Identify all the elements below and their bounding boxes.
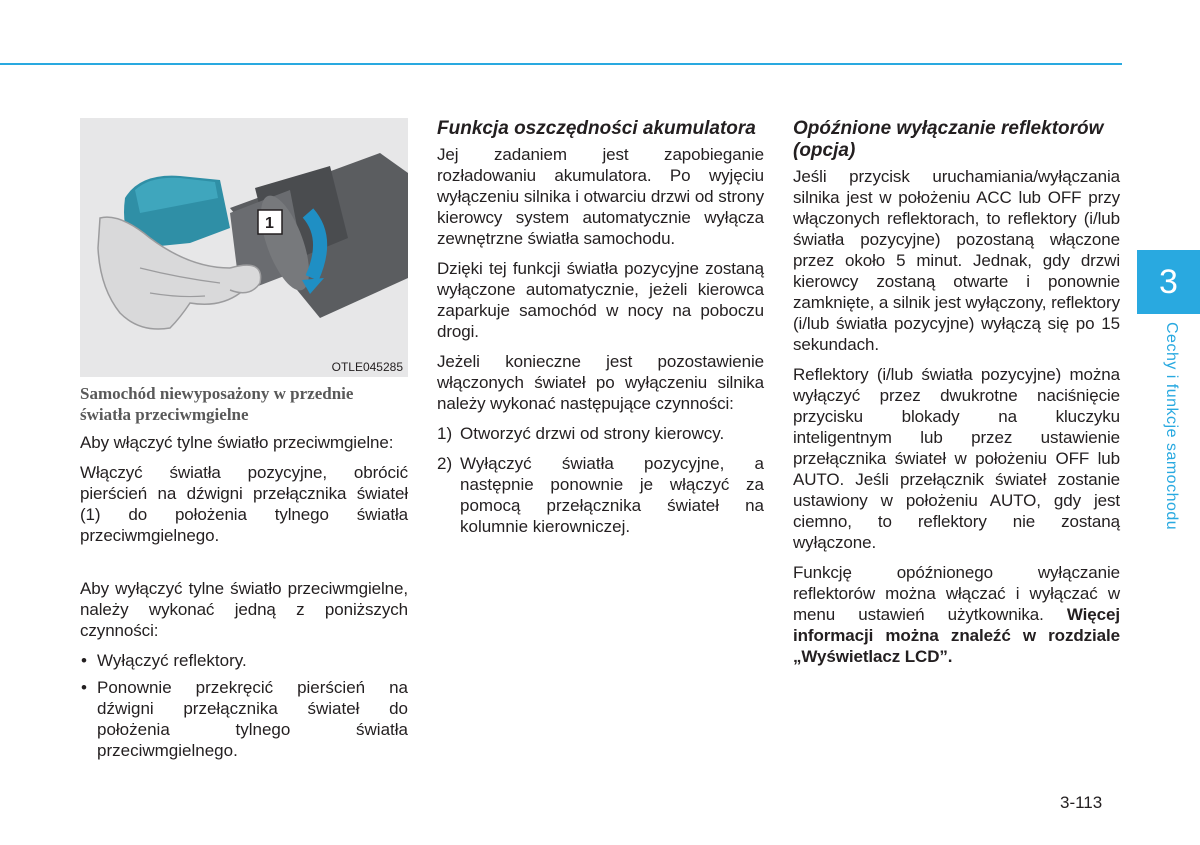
section-heading: Opóźnione wyłączanie reflektorów (opcja) bbox=[793, 118, 1104, 161]
paragraph: Jej zadaniem jest zapobieganie rozładowaniu akumulatora. Po wyjęciu wyłączeniu silnika i otwarciu drzwi od strony kierowcy system automatycznie wyłącza zewnętrzne światła samochodu. bbox=[437, 145, 764, 248]
bullet-mark: • bbox=[81, 651, 87, 670]
step-number: 1) bbox=[437, 424, 453, 443]
paragraph: Dzięki tej funkcji światła pozycyjne zostaną wyłączone automatycznie, jeżeli kierowca zaparkuje samochód w nocy na poboczu drogi. bbox=[437, 259, 764, 341]
list-item bbox=[80, 650, 408, 671]
chapter-number-tab: 3 bbox=[1137, 250, 1200, 314]
bullet-mark: • bbox=[81, 678, 87, 697]
paragraph: Aby wyłączyć tylne światło przeciwmgielne, należy wykonać jedną z poniższych czynności: bbox=[80, 579, 408, 640]
paragraph-text: Funkcję opóźnionego wyłączanie reflektorów można włączać i wyłączać w menu ustawień użytkownika. bbox=[793, 563, 1120, 624]
figure-code: OTLE045285 bbox=[331, 360, 403, 374]
spacer bbox=[80, 555, 408, 578]
step-text: Otworzyć drzwi od strony kierowcy. bbox=[460, 424, 725, 443]
lever-illustration bbox=[80, 118, 408, 377]
list-item-text: Wyłączyć reflektory. bbox=[97, 651, 247, 670]
column-middle bbox=[437, 118, 764, 546]
paragraph: Reflektory (i/lub światła pozycyjne) można wyłączyć przez dwukrotne naciśnięcie przycisku blokady na kluczyku inteligentnym lub przez ustawienie przełącznika świateł w położeniu OFF lub AUTO. Jeśli przełącznik świateł zostanie ustawiony w położeniu AUTO, gdy jest ciemno, to reflektory nie zostaną wyłączone. bbox=[793, 365, 1120, 552]
section-heading: Funkcja oszczędności akumulatora bbox=[437, 118, 756, 139]
step-list bbox=[437, 423, 764, 537]
light-switch-lever-image bbox=[80, 118, 408, 377]
paragraph: Jeżeli konieczne jest pozostawienie włączonych świateł po wyłączeniu silnika należy wykonać następujące czynności: bbox=[437, 352, 764, 413]
step-text: Wyłączyć światła pozycyjne, a następnie ponownie je włączyć za pomocą przełącznika świateł na kolumnie kierowniczej. bbox=[460, 454, 764, 536]
chapter-title: Cechy i funkcje samochodu bbox=[1163, 322, 1180, 531]
column-left bbox=[80, 118, 408, 767]
column-right bbox=[793, 118, 1120, 676]
figure-callout-1: 1 bbox=[265, 215, 274, 232]
bullet-list bbox=[80, 650, 408, 761]
list-item bbox=[80, 677, 408, 761]
page-number: 3-113 bbox=[1060, 793, 1103, 812]
top-rule bbox=[0, 63, 1122, 65]
paragraph: Włączyć światła pozycyjne, obrócić pierścień na dźwigni przełącznika świateł (1) do położenia tylnego światła przeciwmgielnego. bbox=[80, 463, 408, 545]
paragraph: Jeśli przycisk uruchamiania/wyłączania silnika jest w położeniu ACC lub OFF przy włączonych reflektorach, to reflektory (i/lub światła pozycyjne) pozostaną włączone przez około 5 minut. Jednak, gdy drzwi kierowcy zostaną otwarte i ponownie zamknięte, a silnik jest wyłączony, reflektory (i/lub światła pozycyjne) wyłączą się po 15 sekundach. bbox=[793, 167, 1120, 354]
list-item-text: Ponownie przekręcić pierścień na dźwigni przełącznika świateł do położenia tylnego światła przeciwmgielnego. bbox=[97, 678, 408, 760]
paragraph: Aby włączyć tylne światło przeciwmgielne: bbox=[80, 433, 394, 452]
paragraph bbox=[793, 562, 1120, 667]
step-number: 2) bbox=[437, 454, 453, 473]
section-caption: Samochód niewyposażony w przednie światła przeciwmgielne bbox=[80, 384, 354, 424]
list-item bbox=[437, 423, 764, 444]
list-item bbox=[437, 453, 764, 537]
cross-reference-text: Więcej informacji można znaleźć w rozdziale „Wyświetlacz LCD”. bbox=[793, 605, 1120, 666]
